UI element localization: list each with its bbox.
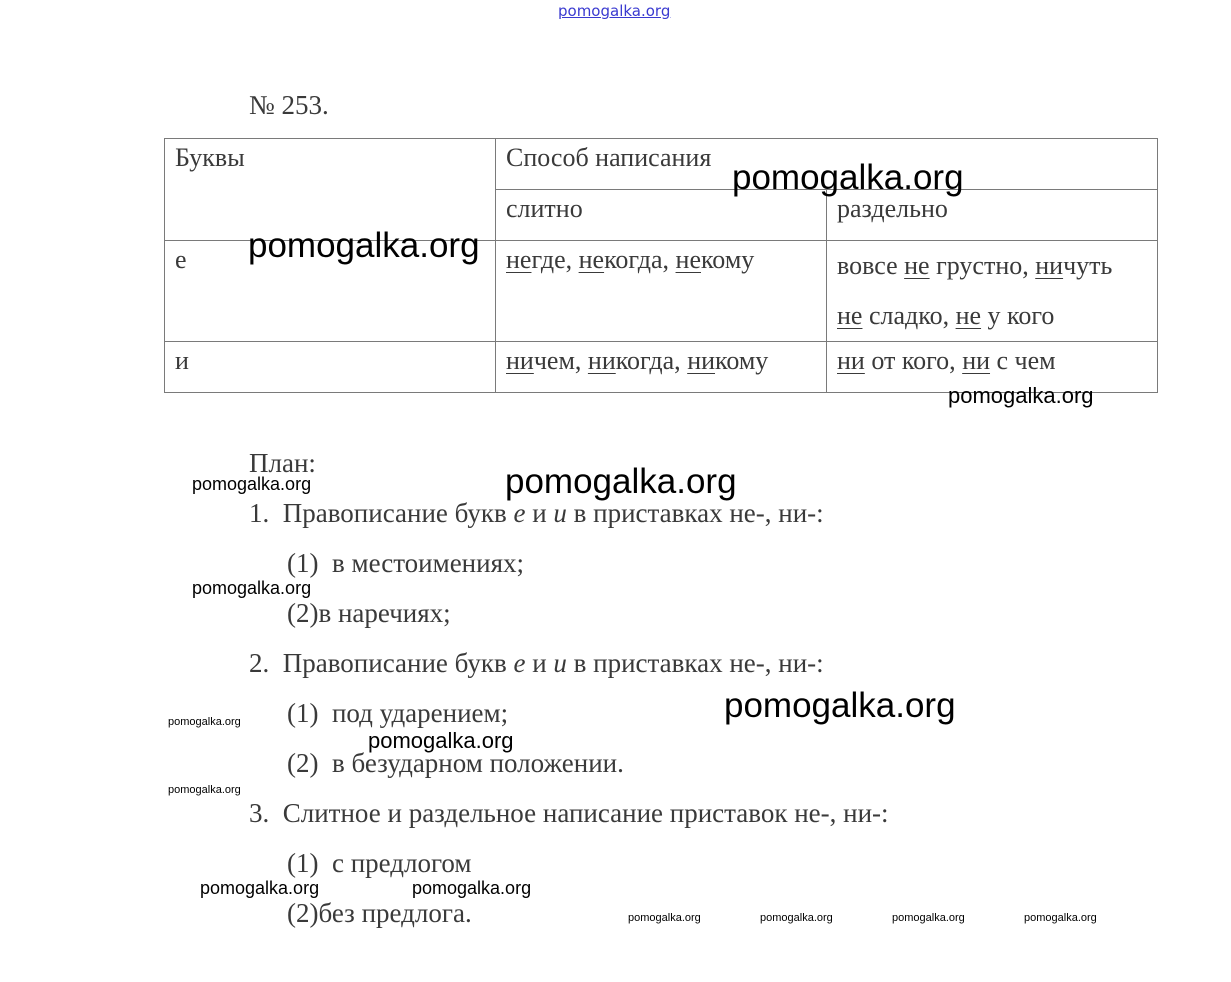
plan-item-3: 3. Слитное и раздельное написание приставок не-, ни-: [249, 798, 889, 828]
header-method: Способ написания [496, 139, 1158, 190]
watermark: pomogalka.org [248, 226, 480, 265]
underlined-prefix: не [506, 245, 532, 274]
underlined-prefix: ни [587, 346, 616, 375]
header-joined: слитно [496, 190, 827, 241]
underlined-prefix: ни [687, 346, 716, 375]
plan-item-1-sub-2: (2)в наречиях; [287, 598, 451, 628]
row-letter-e: е [165, 241, 496, 342]
underlined-prefix: не [904, 251, 930, 280]
header-separate: раздельно [827, 190, 1158, 241]
plan-item-1-sub-1: (1) в местоимениях; [287, 548, 524, 578]
plan-item-1: 1. Правописание букв е и и в приставках не-, ни-: [249, 498, 824, 528]
watermark: pomogalka.org [168, 716, 241, 728]
row-e-separate: вовсе не грустно, ничуть не сладко, не у кого [827, 241, 1158, 342]
watermark: pomogalka.org [948, 383, 1094, 408]
plan-item-3-sub-1: (1) с предлогом [287, 848, 472, 878]
row-e-joined: негде, некогда, некому [496, 241, 827, 342]
watermark: pomogalka.org [192, 474, 312, 494]
plan-item-3-sub-2: (2)без предлога. [287, 898, 472, 928]
plan-title: План: [249, 448, 316, 478]
exercise-number: № 253. [249, 90, 329, 120]
underlined-prefix: ни [506, 346, 534, 375]
watermark: pomogalka.org [192, 578, 312, 598]
watermark: pomogalka.org [168, 784, 241, 796]
underlined-prefix: не [837, 301, 863, 330]
row-i-joined: ничем, никогда, никому [496, 342, 827, 393]
watermark: pomogalka.org [724, 686, 956, 725]
plan-item-2: 2. Правописание букв е и и в приставках не-, ни-: [249, 648, 824, 678]
watermark: pomogalka.org [412, 878, 532, 898]
underlined-prefix: ни [962, 346, 991, 375]
underlined-prefix: ни [837, 346, 865, 375]
site-link[interactable]: pomogalka.org [558, 2, 671, 20]
watermark: pomogalka.org [892, 912, 965, 924]
table-header-row [165, 139, 1158, 190]
underlined-prefix: не [578, 245, 605, 274]
header-letters: Буквы [165, 139, 496, 241]
watermark: pomogalka.org [732, 158, 964, 197]
underlined-prefix: не [675, 245, 701, 274]
plan-item-2-sub-2: (2) в безударном положении. [287, 748, 624, 778]
row-i-separate: ни от кого, ни с чем [827, 342, 1158, 393]
row-letter-i: и [165, 342, 496, 393]
watermark: pomogalka.org [200, 878, 320, 898]
underlined-prefix: не [955, 301, 982, 330]
watermark: pomogalka.org [760, 912, 833, 924]
watermark: pomogalka.org [505, 462, 737, 501]
underlined-prefix: ни [1035, 251, 1064, 280]
watermark: pomogalka.org [628, 912, 701, 924]
watermark: pomogalka.org [368, 728, 514, 753]
plan-item-2-sub-1: (1) под ударением; [287, 698, 509, 728]
watermark: pomogalka.org [1024, 912, 1097, 924]
